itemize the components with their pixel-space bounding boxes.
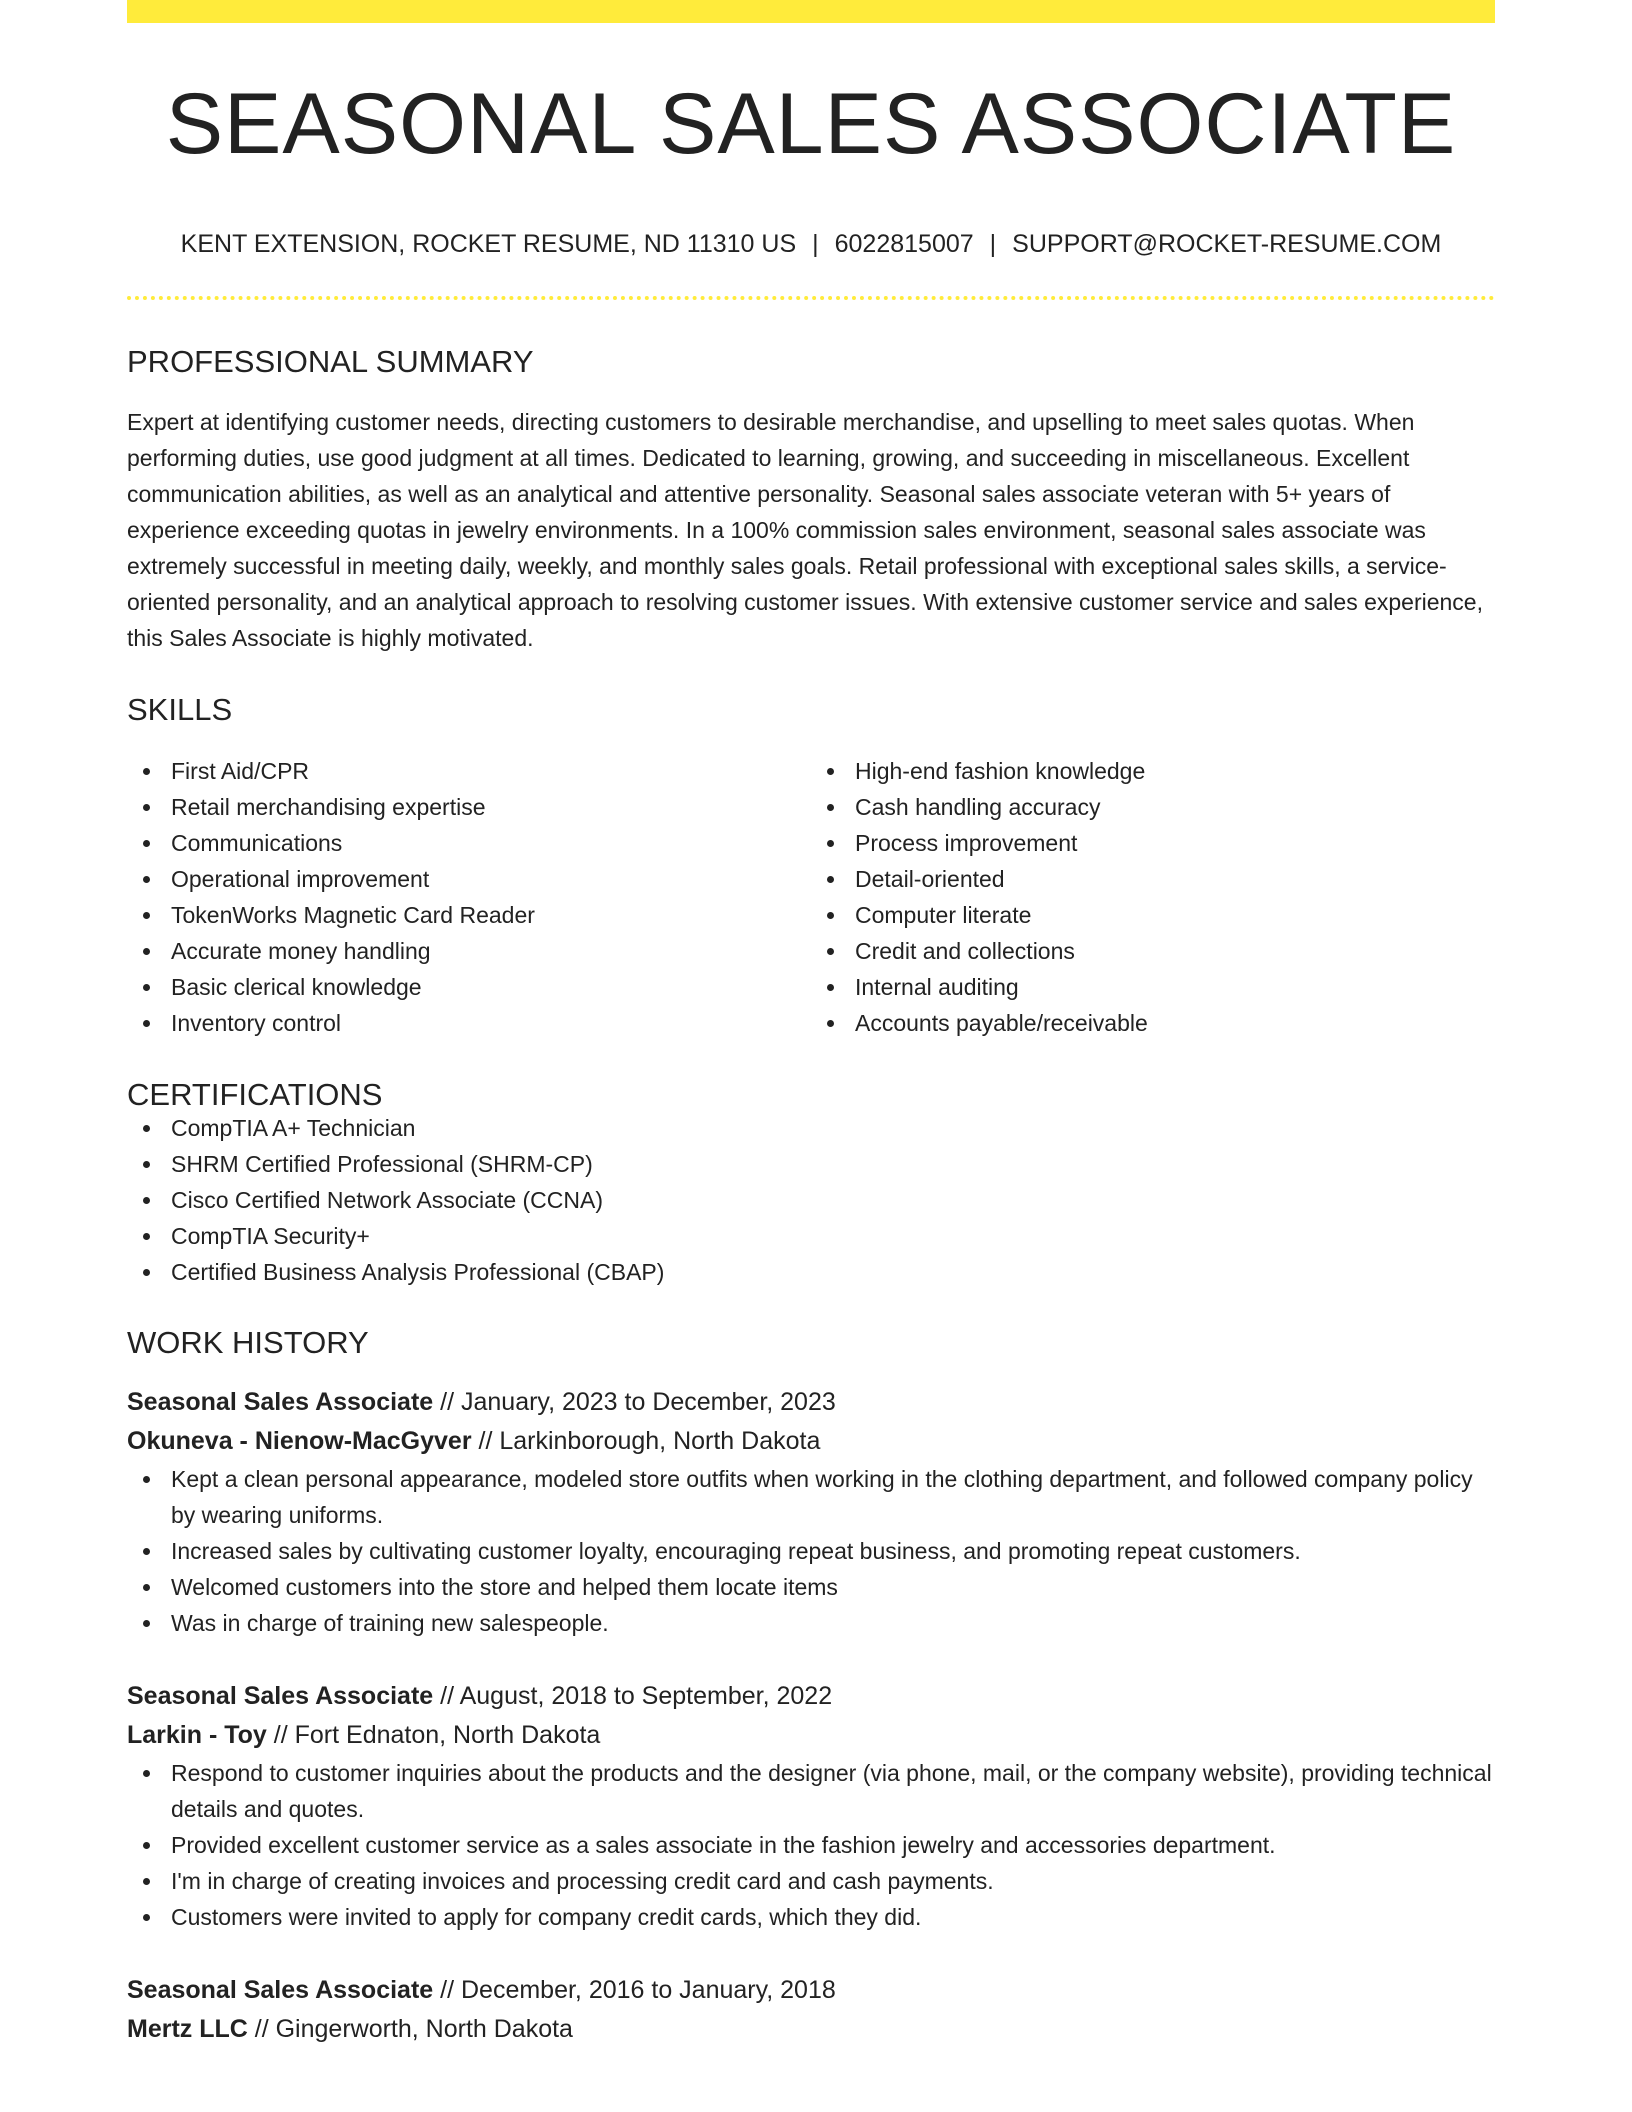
skill-item: Process improvement (811, 825, 1495, 861)
certification-item: Cisco Certified Network Associate (CCNA) (127, 1182, 1495, 1218)
certification-item: SHRM Certified Professional (SHRM-CP) (127, 1146, 1495, 1182)
job-role: Seasonal Sales Associate (127, 1388, 434, 1416)
accent-top-bar (127, 0, 1495, 23)
job-company: Mertz LLC (127, 2015, 248, 2043)
skill-item: Inventory control (127, 1005, 811, 1041)
job-company-line (127, 1716, 1495, 1755)
certification-item: CompTIA A+ Technician (127, 1110, 1495, 1146)
skill-item: Detail-oriented (811, 861, 1495, 897)
contact-line (127, 232, 1495, 257)
job-company-line (127, 1422, 1495, 1461)
skill-item: Basic clerical knowledge (127, 969, 811, 1005)
job-location: // Fort Ednaton, North Dakota (266, 1721, 601, 1749)
certifications-heading: CERTIFICATIONS (127, 1077, 383, 1112)
job-company: Okuneva - Nienow-MacGyver (127, 1427, 472, 1455)
contact-separator: | (812, 230, 819, 258)
skill-item: High-end fashion knowledge (811, 753, 1495, 789)
job-duties-list (127, 1755, 1495, 1935)
job-duty: Was in charge of training new salespeople. (127, 1605, 1495, 1641)
contact-address: KENT EXTENSION, ROCKET RESUME, ND 11310 US (180, 230, 797, 258)
skill-item: First Aid/CPR (127, 753, 811, 789)
skill-item: Internal auditing (811, 969, 1495, 1005)
work-history-heading: WORK HISTORY (127, 1325, 369, 1360)
skill-item: Cash handling accuracy (811, 789, 1495, 825)
certifications-list (127, 1110, 1495, 1290)
certification-item: Certified Business Analysis Professional (CBAP) (127, 1254, 1495, 1290)
skill-item: Retail merchandising expertise (127, 789, 811, 825)
job-duty: Kept a clean personal appearance, modeled store outfits when working in the clothing department, and followed company policy by wearing uniforms. (127, 1461, 1495, 1533)
job-entry (127, 1383, 1495, 1641)
job-duty: Increased sales by cultivating customer loyalty, encouraging repeat business, and promoting repeat customers. (127, 1533, 1495, 1569)
dotted-divider (127, 296, 1495, 300)
job-role: Seasonal Sales Associate (127, 1682, 434, 1710)
skills-heading: SKILLS (127, 692, 233, 727)
job-duty: Provided excellent customer service as a sales associate in the fashion jewelry and accessories department. (127, 1827, 1495, 1863)
skills-list-right (811, 753, 1495, 1041)
job-duty: Customers were invited to apply for company credit cards, which they did. (127, 1899, 1495, 1935)
contact-phone: 6022815007 (834, 230, 974, 258)
job-dates: // August, 2018 to September, 2022 (433, 1682, 833, 1710)
skills-list-left (127, 753, 811, 1041)
job-company-line (127, 2010, 1495, 2049)
resume-page (127, 0, 1495, 2049)
skill-item: Computer literate (811, 897, 1495, 933)
job-dates: // January, 2023 to December, 2023 (433, 1388, 836, 1416)
job-duties-list (127, 1461, 1495, 1641)
contact-email: SUPPORT@ROCKET-RESUME.COM (1012, 230, 1442, 258)
job-role-line (127, 1971, 1495, 2010)
job-role: Seasonal Sales Associate (127, 1976, 434, 2004)
skill-item: Accurate money handling (127, 933, 811, 969)
skill-item: Communications (127, 825, 811, 861)
job-location: // Gingerworth, North Dakota (247, 2015, 573, 2043)
job-role-line (127, 1383, 1495, 1422)
contact-separator: | (989, 230, 997, 258)
job-location: // Larkinborough, North Dakota (471, 1427, 821, 1455)
skill-item: TokenWorks Magnetic Card Reader (127, 897, 811, 933)
job-duty: Respond to customer inquiries about the products and the designer (via phone, mail, or the company website), providing technical details and quotes. (127, 1755, 1495, 1827)
resume-title: SEASONAL SALES ASSOCIATE (165, 76, 1457, 172)
certification-item: CompTIA Security+ (127, 1218, 1495, 1254)
skill-item: Operational improvement (127, 861, 811, 897)
job-company: Larkin - Toy (127, 1721, 267, 1749)
summary-heading: PROFESSIONAL SUMMARY (127, 344, 534, 379)
skill-item: Accounts payable/receivable (811, 1005, 1495, 1041)
job-duty: Welcomed customers into the store and helped them locate items (127, 1569, 1495, 1605)
job-entry (127, 1677, 1495, 1935)
job-entry (127, 1971, 1495, 2049)
job-dates: // December, 2016 to January, 2018 (433, 1976, 836, 2004)
summary-paragraph: Expert at identifying customer needs, directing customers to desirable merchandise, and upselling to meet sales quotas. When performing duties, use good judgment at all times. Dedicated to learning, growing, and succeeding in miscellaneous. Excellent communication abilities, as well as an analytical and attentive personality. Seasonal sales associate veteran with 5+ years of experience exceeding quotas in jewelry environments. In a 100% commission sales environment, seasonal sales associate was extremely successful in meeting daily, weekly, and monthly sales goals. Retail professional with exceptional sales skills, a service-oriented personality, and an analytical approach to resolving customer issues. With extensive customer service and sales experience, this Sales Associate is highly motivated. (127, 409, 1483, 651)
job-role-line (127, 1677, 1495, 1716)
job-duty: I'm in charge of creating invoices and processing credit card and cash payments. (127, 1863, 1495, 1899)
skills-columns (127, 753, 1495, 1041)
skill-item: Credit and collections (811, 933, 1495, 969)
